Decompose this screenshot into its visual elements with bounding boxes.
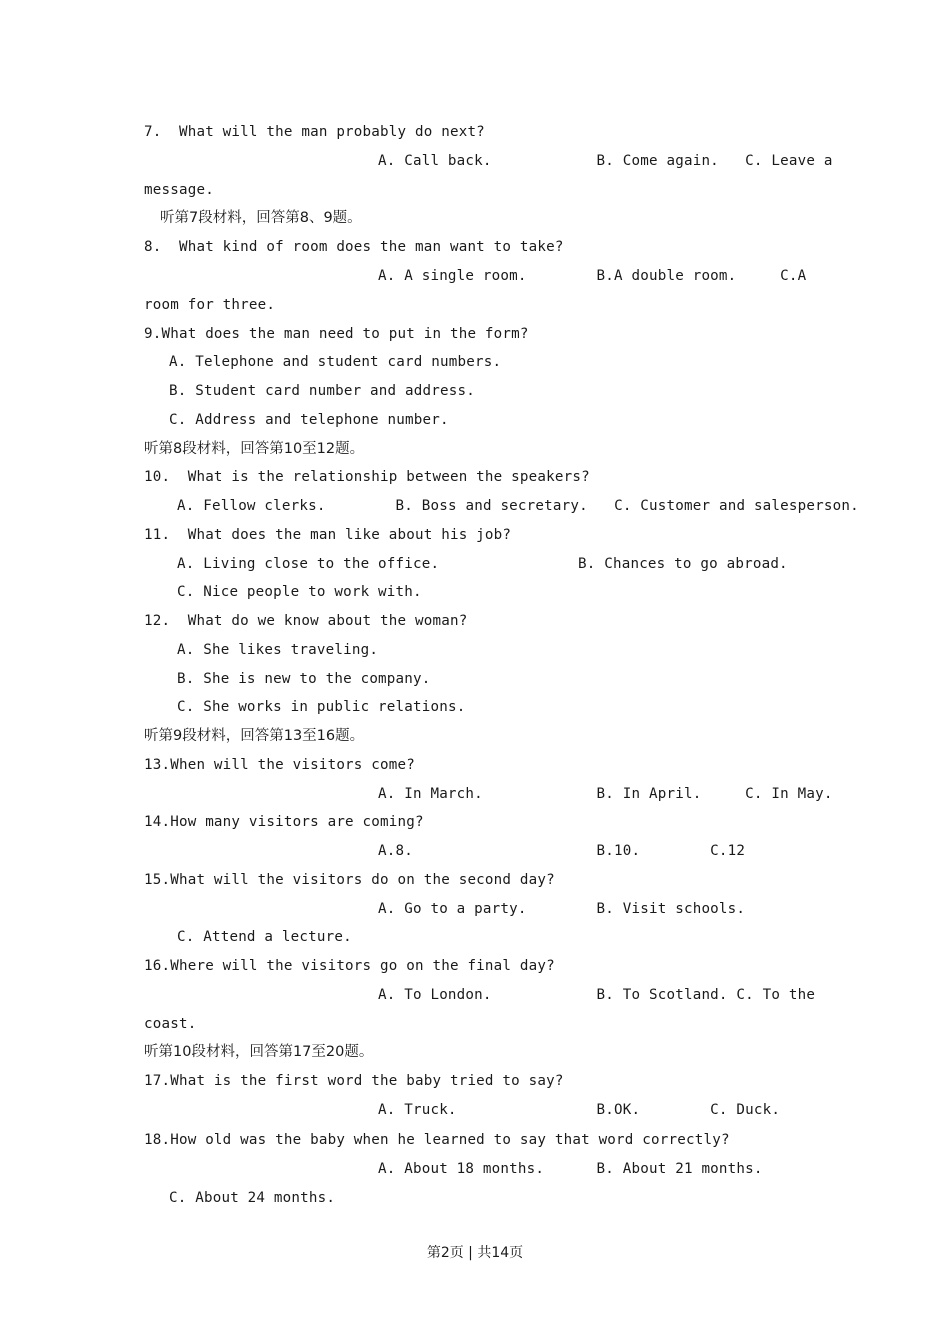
question-8-options: A. A single room. B.A double room. C.A bbox=[378, 268, 807, 284]
question-7: 7. What will the man probably do next? bbox=[144, 124, 485, 140]
question-8-options-continued: room for three. bbox=[144, 297, 276, 313]
page-footer: 第2页 | 共14页 bbox=[426, 1245, 524, 1261]
section-10-heading: 听第10段材料，回答第17至20题。 bbox=[144, 1044, 374, 1060]
question-14-options: A.8. B.10. C.12 bbox=[378, 843, 746, 859]
question-16-options: A. To London. B. To Scotland. C. To the bbox=[378, 987, 816, 1003]
question-13-options: A. In March. B. In April. C. In May. bbox=[378, 786, 833, 802]
question-7-options-continued: message. bbox=[144, 182, 214, 198]
question-12-option-b: B. She is new to the company. bbox=[177, 671, 431, 687]
question-7-options: A. Call back. B. Come again. C. Leave a bbox=[378, 153, 833, 169]
question-12-option-a: A. She likes traveling. bbox=[177, 642, 379, 658]
question-16-options-continued: coast. bbox=[144, 1016, 197, 1032]
question-15: 15.What will the visitors do on the second day? bbox=[144, 872, 555, 888]
question-11: 11. What does the man like about his job? bbox=[144, 527, 512, 543]
section-9-heading: 听第9段材料，回答第13至16题。 bbox=[144, 728, 365, 744]
section-8-heading: 听第8段材料，回答第10至12题。 bbox=[144, 441, 365, 457]
question-9-option-b: B. Student card number and address. bbox=[169, 383, 475, 399]
question-17: 17.What is the first word the baby tried to say? bbox=[144, 1073, 564, 1089]
question-15-options: A. Go to a party. B. Visit schools. bbox=[378, 901, 746, 917]
question-18-option-c: C. About 24 months. bbox=[169, 1190, 336, 1206]
question-11-option-c: C. Nice people to work with. bbox=[177, 584, 422, 600]
question-12-option-c: C. She works in public relations. bbox=[177, 699, 466, 715]
section-7-heading: 听第7段材料，回答第8、9题。 bbox=[160, 210, 362, 226]
question-11-option-a: A. Living close to the office. bbox=[177, 556, 440, 572]
question-11-option-b: B. Chances to go abroad. bbox=[578, 556, 788, 572]
question-15-option-c: C. Attend a lecture. bbox=[177, 929, 352, 945]
question-10: 10. What is the relationship between the speakers? bbox=[144, 469, 590, 485]
question-18-options: A. About 18 months. B. About 21 months. bbox=[378, 1161, 763, 1177]
question-13: 13.When will the visitors come? bbox=[144, 757, 415, 773]
question-14: 14.How many visitors are coming? bbox=[144, 814, 424, 830]
question-9-option-a: A. Telephone and student card numbers. bbox=[169, 354, 502, 370]
question-16: 16.Where will the visitors go on the final day? bbox=[144, 958, 555, 974]
question-8: 8. What kind of room does the man want to take? bbox=[144, 239, 564, 255]
question-17-options: A. Truck. B.OK. C. Duck. bbox=[378, 1102, 781, 1118]
question-18: 18.How old was the baby when he learned to say that word correctly? bbox=[144, 1132, 730, 1148]
question-12: 12. What do we know about the woman? bbox=[144, 613, 468, 629]
question-10-options: A. Fellow clerks. B. Boss and secretary. C. Customer and salesperson. bbox=[177, 498, 859, 514]
question-9: 9.What does the man need to put in the form? bbox=[144, 326, 529, 342]
question-9-option-c: C. Address and telephone number. bbox=[169, 412, 449, 428]
